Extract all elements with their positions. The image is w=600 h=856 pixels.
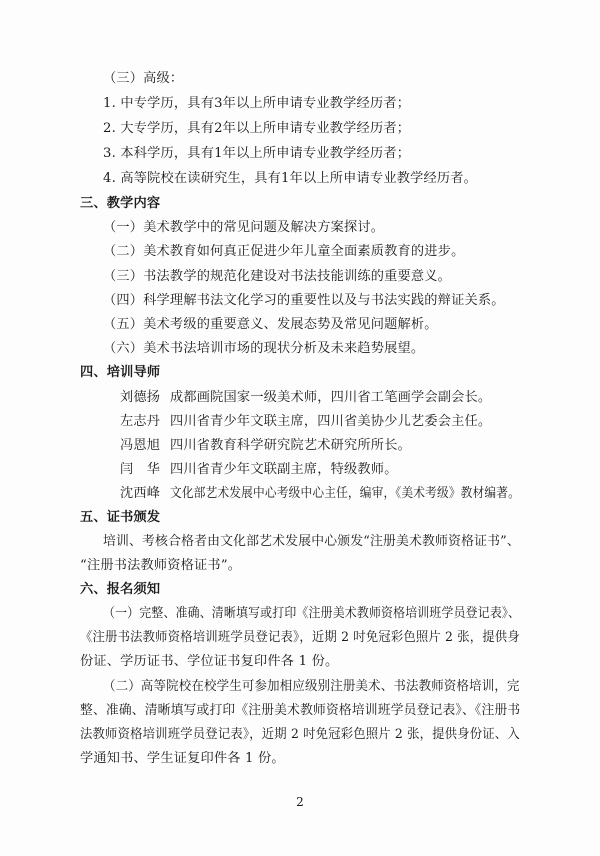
level-advanced-item-2: 2. 大专学历，具有2年以上所申请专业教学经历者； xyxy=(103,121,411,136)
section-certificate-heading: 五、证书颁发 xyxy=(80,510,161,525)
teaching-content-item-4: （四）科学理解书法文化学习的重要性以及与书法实践的辩证关系。 xyxy=(103,293,505,308)
registration-p2-line-2: 整、准确、清晰填写或打印《注册美术教师资格培训班学员登记表》、《注册书 xyxy=(80,703,521,718)
teaching-content-item-2: （二）美术教育如何真正促进少年儿童全面素质教育的进步。 xyxy=(103,244,465,259)
mentor-name-1: 刘德扬 xyxy=(120,390,161,405)
registration-p2-line-4: 学通知书、学生证复印件各 1 份。 xyxy=(80,751,285,766)
mentor-desc-2: 四川省青少年文联主席，四川省美协少儿艺委会主任。 xyxy=(170,414,492,429)
mentor-desc-5: 文化部艺术发展中心考级中心主任，编审，《美术考级》教材编著。 xyxy=(170,486,520,501)
registration-p1-line-2: 《注册书法教师资格培训班学员登记表》，近期 2 吋免冠彩色照片 2 张，提供身 xyxy=(80,630,520,645)
teaching-content-item-3: （三）书法教学的规范化建设对书法技能训练的重要意义。 xyxy=(103,269,452,284)
registration-p2-line-1: （二）高等院校在校学生可参加相应级别注册美术、书法教师资格培训，完 xyxy=(103,679,520,694)
level-advanced-title: （三）高级： xyxy=(103,71,184,86)
mentor-desc-1: 成都画院国家一级美术师，四川省工笔画学会副会长。 xyxy=(170,390,492,405)
registration-p1-line-3: 份证、学历证书、学位证书复印件各 1 份。 xyxy=(80,654,339,669)
registration-p1-line-1: （一）完整、准确、清晰填写或打印《注册美术教师资格培训班学员登记表》、 xyxy=(103,606,521,621)
page-number: 2 xyxy=(296,795,304,809)
registration-p2-line-3: 法教师资格培训班学员登记表》，近期 2 吋免冠彩色照片 2 张，提供身份证、入 xyxy=(80,727,520,742)
mentor-name-2: 左志丹 xyxy=(120,414,161,429)
level-advanced-item-3: 3. 本科学历，具有1年以上所申请专业教学经历者； xyxy=(103,146,411,161)
teaching-content-item-5: （五）美术考级的重要意义、发展态势及常见问题解析。 xyxy=(103,317,438,332)
section-teaching-content-heading: 三、教学内容 xyxy=(80,196,161,211)
teaching-content-item-6: （六）美术书法培训市场的现状分析及未来趋势展望。 xyxy=(103,341,425,356)
mentor-name-5: 沈西峰 xyxy=(120,486,161,501)
teaching-content-item-1: （一）美术教学中的常见问题及解决方案探讨。 xyxy=(103,220,385,235)
section-registration-heading: 六、报名须知 xyxy=(80,582,161,597)
level-advanced-item-1: 1. 中专学历，具有3年以上所申请专业教学经历者； xyxy=(103,96,411,111)
mentor-name-3: 冯恩旭 xyxy=(120,438,161,453)
level-advanced-item-4: 4. 高等院校在读研究生，具有1年以上所申请专业教学经历者。 xyxy=(103,171,478,186)
mentor-desc-3: 四川省教育科学研究院艺术研究所所长。 xyxy=(170,438,411,453)
certificate-text-line-1: 培训、考核合格者由文化部艺术发展中心颁发“注册美术教师资格证书”、 xyxy=(103,534,520,549)
certificate-text-line-2: “注册书法教师资格证书”。 xyxy=(80,558,242,573)
mentor-desc-4: 四川省青少年文联副主席，特级教师。 xyxy=(170,462,398,477)
section-mentors-heading: 四、培训导师 xyxy=(80,365,161,380)
mentor-name-4: 闫 华 xyxy=(120,462,161,477)
